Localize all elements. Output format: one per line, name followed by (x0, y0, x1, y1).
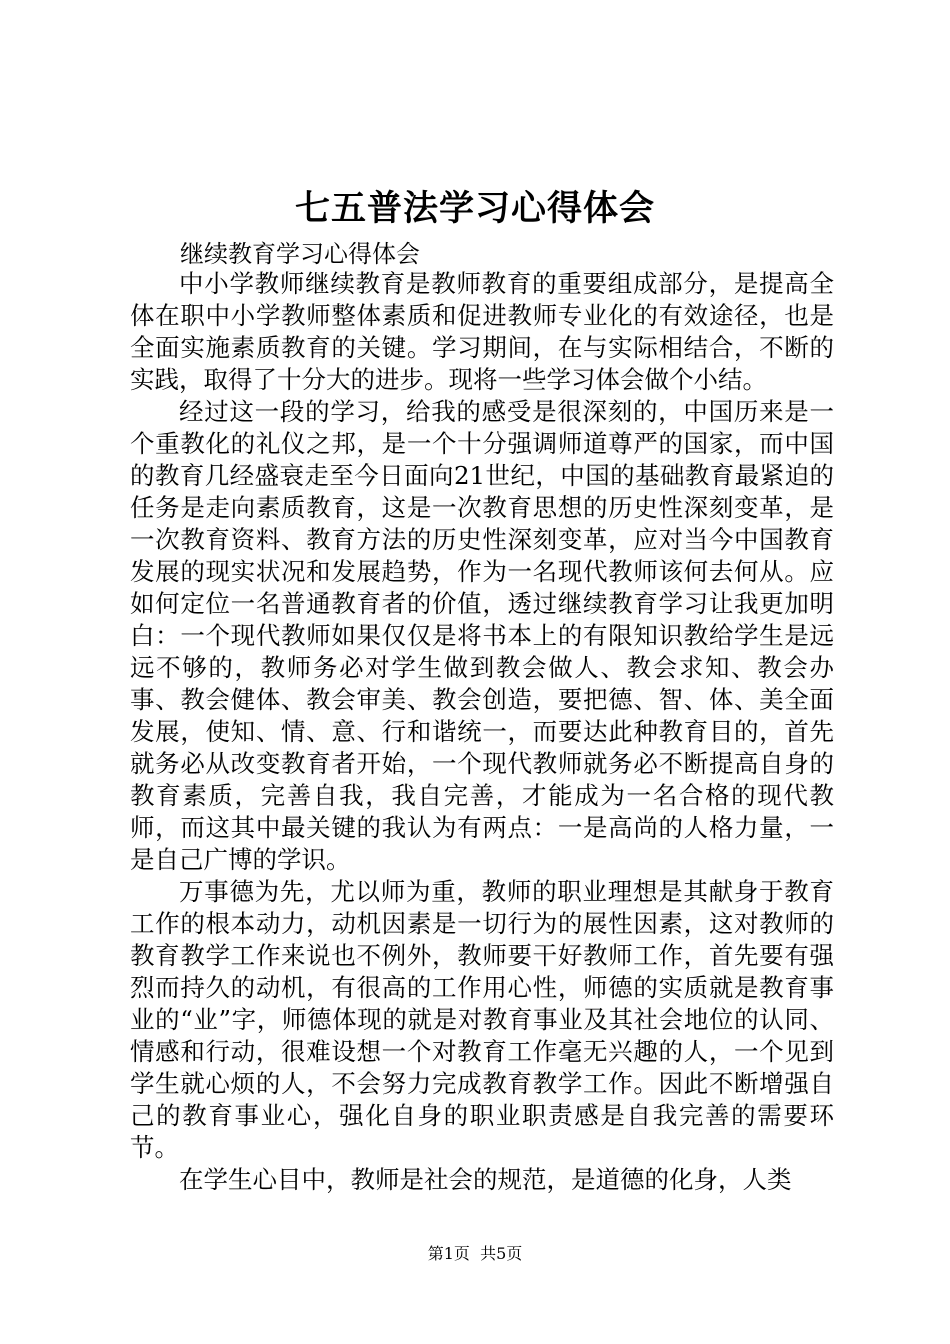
document-body (130, 268, 834, 1196)
document-subtitle: 继续教育学习心得体会 (180, 240, 420, 268)
page-footer: 第1页 共5页 (427, 1244, 523, 1263)
paragraph: 经过这一段的学习，给我的感受是很深刻的，中国历来是一个重教化的礼仪之邦，是一个十分强调师道尊严的国家，而中国的教育几经盛衰走至今日面向21世纪，中国的基础教育最紧迫的任务是走向素质教育，这是一次教育思想的历史性深刻变革，是一次教育资料、教育方法的历史性深刻变革，应对当今中国教育发展的现实状况和发展趋势，作为一名现代教师该何去何从。应如何定位一名普通教育者的价值，透过继续教育学习让我更加明白：一个现代教师如果仅仅是将书本上的有限知识教给学生是远远不够的，教师务必对学生做到教会做人、教会求知、教会办事、教会健体、教会审美、教会创造，要把德、智、体、美全面发展，使知、情、意、行和谐统一，而要达此种教育目的，首先就务必从改变教育者开始，一个现代教师就务必不断提高自身的教育素质，完善自我，我自完善，才能成为一名合格的现代教师，而这其中最关键的我认为有两点：一是高尚的人格力量，一是自己广博的学识。 (130, 397, 834, 874)
paragraph: 万事德为先，尤以师为重，教师的职业理想是其献身于教育工作的根本动力，动机因素是一切行为的展性因素，这对教师的教育教学工作来说也不例外，教师要干好教师工作，首先要有强烈而持久的动机，有很高的工作用心性，师德的实质就是教育事业的“业”字，师德体现的就是对教育事业及其社会地位的认同、情感和行动，很难设想一个对教育工作毫无兴趣的人，一个见到学生就心烦的人，不会努力完成教育教学工作。因此不断增强自己的教育事业心，强化自身的职业职责感是自我完善的需要环节。 (130, 877, 834, 1162)
paragraph: 在学生心目中，教师是社会的规范，是道德的化身，人类 (179, 1165, 792, 1194)
paragraph: 中小学教师继续教育是教师教育的重要组成部分，是提高全体在职中小学教师整体素质和促进教师专业化的有效途径，也是全面实施素质教育的关键。学习期间，在与实际相结合，不断的实践，取得了十分大的进步。现将一些学习体会做个小结。 (130, 269, 834, 394)
document-title: 七五普法学习心得体会 (294, 188, 655, 229)
